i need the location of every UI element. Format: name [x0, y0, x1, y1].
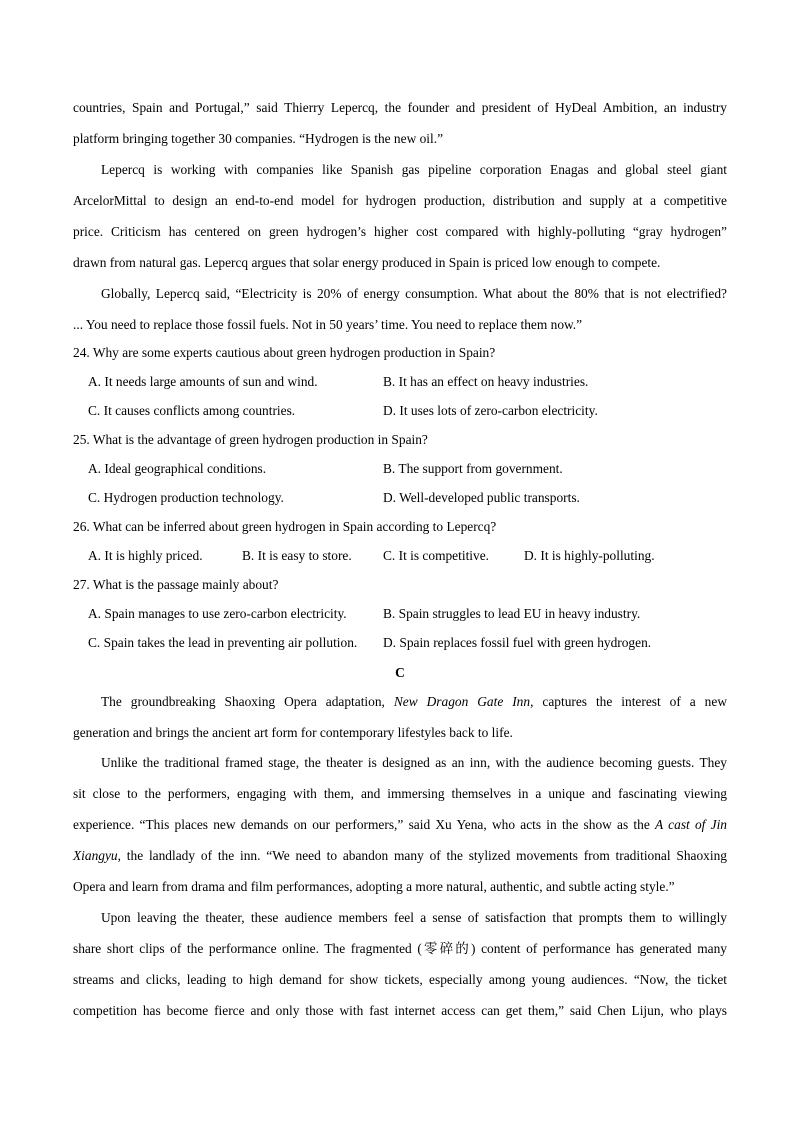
- text-line: Opera and learn from drama and film performances, adopting a more natural, authentic, and subtle acting style.”: [73, 879, 675, 894]
- section-c-paragraph-3: [73, 902, 727, 1026]
- text-line: [73, 840, 727, 871]
- text-line: Lepercq is working with companies like Spanish gas pipeline corporation Enagas and global steel giant: [101, 162, 727, 177]
- text-line: generation and brings the ancient art form for contemporary lifestyles back to life.: [73, 725, 513, 740]
- text-line: Unlike the traditional framed stage, the theater is designed as an inn, with the audience becoming guests. They: [101, 755, 727, 770]
- text-run: , the landlady of the inn. “We need to abandon many of the stylized movements from traditional Shaoxing: [117, 848, 727, 863]
- question-27-option-b[interactable]: B. Spain struggles to lead EU in heavy industry.: [383, 606, 641, 621]
- question-24-option-b[interactable]: B. It has an effect on heavy industries.: [383, 374, 589, 389]
- question-26-option-d[interactable]: D. It is highly-polluting.: [524, 548, 655, 563]
- text-line: share short clips of the performance online. The fragmented (零碎的) content of performance has generated many: [73, 941, 727, 956]
- question-26-option-a[interactable]: A. It is highly priced.: [88, 548, 203, 563]
- question-24-option-c[interactable]: C. It causes conflicts among countries.: [88, 403, 296, 418]
- text-line: [73, 809, 727, 840]
- question-27-option-a[interactable]: A. Spain manages to use zero-carbon electricity.: [88, 606, 347, 621]
- text-line: Upon leaving the theater, these audience members feel a sense of satisfaction that prompts them to willingly: [101, 910, 727, 925]
- question-26-stem: 26. What can be inferred about green hydrogen in Spain according to Lepercq?: [73, 519, 497, 534]
- text-line: competition has become fierce and only those with fast internet access can get them,” said Chen Lijun, who plays: [73, 1003, 727, 1018]
- role-name: A cast of Jin: [655, 817, 727, 832]
- question-24-option-d[interactable]: D. It uses lots of zero-carbon electricity.: [383, 403, 598, 418]
- text-line: platform bringing together 30 companies. “Hydrogen is the new oil.”: [73, 131, 444, 146]
- question-26-option-c[interactable]: C. It is competitive.: [383, 548, 489, 563]
- question-25-option-c[interactable]: C. Hydrogen production technology.: [88, 490, 284, 505]
- passage-b-paragraph-3: [73, 278, 727, 340]
- text-run: The groundbreaking Shaoxing Opera adaptation,: [101, 694, 394, 709]
- text-line: streams and clicks, leading to high demand for show tickets, especially among young audiences. “Now, the ticket: [73, 972, 727, 987]
- question-25-stem: 25. What is the advantage of green hydrogen production in Spain?: [73, 432, 428, 447]
- text-line: ... You need to replace those fossil fuels. Not in 50 years’ time. You need to replace them now.”: [73, 317, 583, 332]
- text-line: [73, 686, 727, 717]
- question-27-option-c[interactable]: C. Spain takes the lead in preventing air pollution.: [88, 635, 358, 650]
- role-name: Xiangyu: [73, 848, 118, 863]
- text-line: ArcelorMittal to design an end-to-end model for hydrogen production, distribution and supply at a competitive: [73, 193, 727, 208]
- section-c-paragraph-1: [73, 686, 727, 748]
- question-27-stem: 27. What is the passage mainly about?: [73, 577, 279, 592]
- question-27-option-d[interactable]: D. Spain replaces fossil fuel with green hydrogen.: [383, 635, 652, 650]
- question-24-stem: 24. Why are some experts cautious about green hydrogen production in Spain?: [73, 345, 496, 360]
- passage-b-paragraph-1: [73, 92, 727, 154]
- text-line: countries, Spain and Portugal,” said Thierry Lepercq, the founder and president of HyDeal Ambition, an industry: [73, 100, 727, 115]
- question-24-option-a[interactable]: A. It needs large amounts of sun and wind.: [88, 374, 318, 389]
- text-line: sit close to the performers, engaging with them, and immersing themselves in a unique and fascinating viewing: [73, 786, 727, 801]
- question-25-option-d[interactable]: D. Well-developed public transports.: [383, 490, 580, 505]
- text-run: , captures the interest of a new: [530, 694, 727, 709]
- text-line: price. Criticism has centered on green hydrogen’s higher cost compared with highly-polluting “gray hydrogen”: [73, 224, 727, 239]
- text-run: experience. “This places new demands on our performers,” said Xu Yena, who acts in the show as the: [73, 817, 656, 832]
- question-25-option-b[interactable]: B. The support from government.: [383, 461, 563, 476]
- section-c-heading: C: [395, 665, 405, 680]
- passage-b-paragraph-2: [73, 154, 727, 278]
- opera-title: New Dragon Gate Inn: [393, 694, 531, 709]
- section-c-paragraph-2: [73, 747, 727, 902]
- question-25-option-a[interactable]: A. Ideal geographical conditions.: [88, 461, 267, 476]
- text-line: Globally, Lepercq said, “Electricity is 20% of energy consumption. What about the 80% that is not electrified?: [101, 286, 727, 301]
- text-line: drawn from natural gas. Lepercq argues that solar energy produced in Spain is priced low enough to compete.: [73, 255, 661, 270]
- question-26-option-b[interactable]: B. It is easy to store.: [242, 548, 352, 563]
